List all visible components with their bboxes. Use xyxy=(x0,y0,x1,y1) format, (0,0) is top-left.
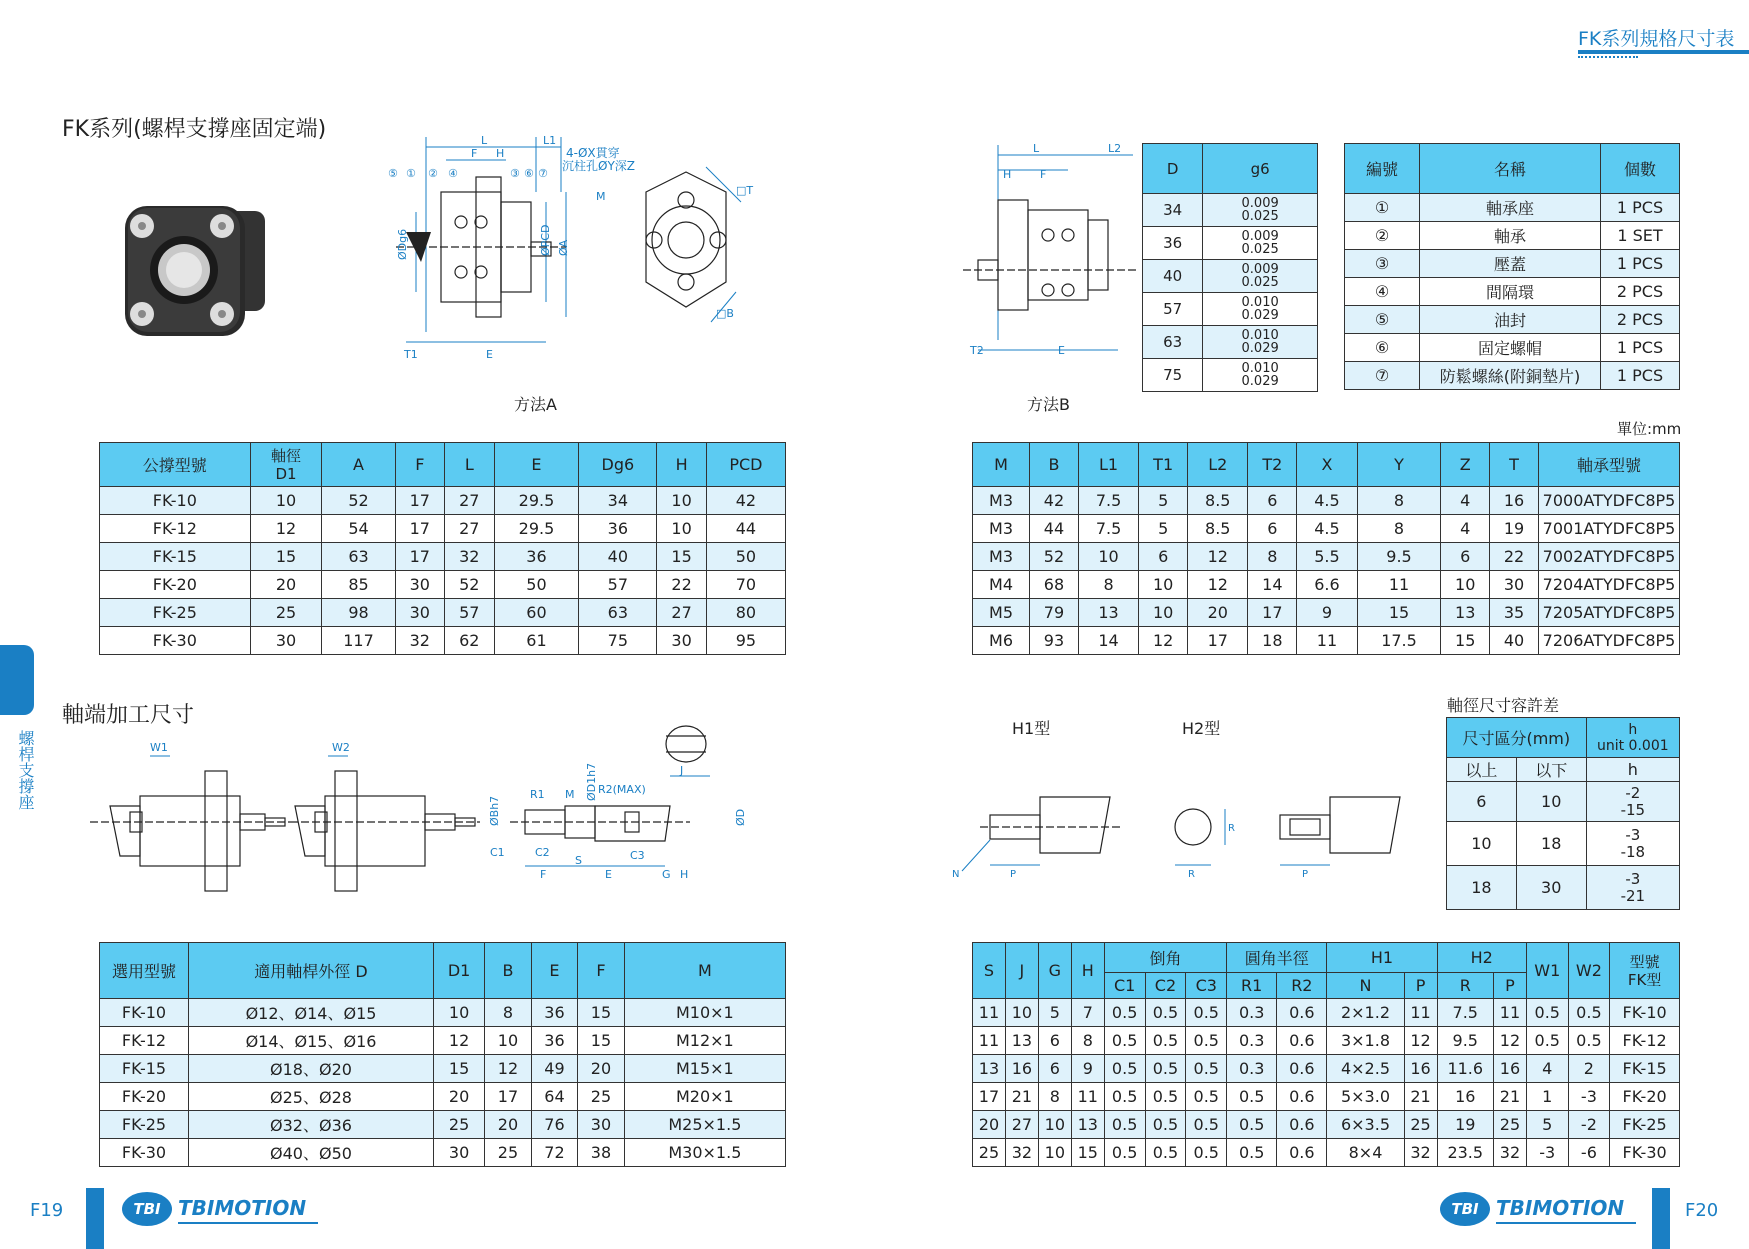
dg6-cell-tol: 0.010 0.029 xyxy=(1203,359,1318,392)
svg-text:ØA: ØA xyxy=(557,239,570,256)
table-row: FK-10 10 52 17 27 29.5 34 10 42 xyxy=(100,487,786,515)
dim-header: T1 xyxy=(1139,443,1188,487)
table-row: FK-12 Ø14、Ø15、Ø16 12 10 36 15 M12×1 xyxy=(100,1027,786,1055)
shaft-header: M xyxy=(624,943,785,999)
side-tab xyxy=(0,645,34,715)
shaft-header: 倒角 xyxy=(1104,943,1226,973)
table-row: M6 93 14 12 17 18 11 17.5 15 40 7206ATYDFC8P5 xyxy=(973,627,1680,655)
dim-header: F xyxy=(395,443,444,487)
dim-header: 公撐型號 xyxy=(100,443,251,487)
svg-text:④: ④ xyxy=(448,167,458,180)
dg6-cell-tol: 0.009 0.025 xyxy=(1203,227,1318,260)
parts-cell: ① xyxy=(1345,194,1420,222)
shaft-subheader: R xyxy=(1437,973,1493,999)
logo-badge-icon: TBI xyxy=(122,1192,172,1226)
dg6-cell-tol: 0.010 0.029 xyxy=(1203,293,1318,326)
dg6-cell-tol: 0.009 0.025 xyxy=(1203,194,1318,227)
svg-text:L: L xyxy=(1033,142,1040,155)
svg-text:ØD: ØD xyxy=(734,808,747,826)
svg-text:F: F xyxy=(1040,168,1047,181)
shaft-header: G xyxy=(1038,943,1071,999)
svg-text:⑦: ⑦ xyxy=(538,167,548,180)
svg-text:H: H xyxy=(1003,168,1012,181)
shaft-header: D1 xyxy=(434,943,485,999)
parts-cell: 1 SET xyxy=(1601,222,1680,250)
table-row: 11 10 5 7 0.5 0.5 0.5 0.3 0.6 2×1.2 11 7.5 11 0.5 0.5 FK-10 xyxy=(973,999,1680,1027)
table-row: FK-30 Ø40、Ø50 30 25 72 38 M30×1.5 xyxy=(100,1139,786,1167)
parts-cell: ③ xyxy=(1345,250,1420,278)
shaft-table-right xyxy=(972,942,1680,1167)
shaft-header: H2 xyxy=(1437,943,1526,973)
tolerance-subheader: h xyxy=(1586,758,1679,782)
parts-cell: ⑦ xyxy=(1345,362,1420,390)
svg-text:R2(MAX): R2(MAX) xyxy=(598,783,646,796)
parts-cell: 1 PCS xyxy=(1601,334,1680,362)
shaft-subheader: C2 xyxy=(1145,973,1186,999)
svg-text:C2: C2 xyxy=(535,846,550,859)
svg-text:F: F xyxy=(471,147,478,160)
shaft-header: B xyxy=(485,943,532,999)
table-row: M3 44 7.5 5 8.5 6 4.5 8 4 19 7001ATYDFC8P5 xyxy=(973,515,1680,543)
dg6-header-g6: g6 xyxy=(1203,144,1318,194)
parts-cell: 1 PCS xyxy=(1601,194,1680,222)
dg6-cell: 40 xyxy=(1143,260,1203,293)
method-a-caption: 方法A xyxy=(514,395,557,414)
parts-cell: 2 PCS xyxy=(1601,306,1680,334)
dim-header: E xyxy=(494,443,579,487)
footer-bar-right xyxy=(1652,1188,1670,1249)
svg-text:③: ③ xyxy=(510,167,520,180)
shaft-header: J xyxy=(1005,943,1038,999)
dim-header: L1 xyxy=(1078,443,1138,487)
dim-header: 軸承型號 xyxy=(1539,443,1680,487)
dg6-cell-tol: 0.009 0.025 xyxy=(1203,260,1318,293)
table-row: 6 10 -2 -15 xyxy=(1447,782,1680,822)
parts-cell: 油封 xyxy=(1420,306,1601,334)
dim-header: Z xyxy=(1441,443,1490,487)
dim-header: PCD xyxy=(706,443,785,487)
svg-text:R: R xyxy=(1228,823,1235,834)
shaft-header: H1 xyxy=(1327,943,1437,973)
parts-cell: ⑥ xyxy=(1345,334,1420,362)
svg-text:E: E xyxy=(1058,344,1065,357)
parts-header: 編號 xyxy=(1345,144,1420,194)
svg-text:R: R xyxy=(1188,869,1195,880)
shaft-header: 適用軸桿外徑 D xyxy=(189,943,434,999)
parts-cell: ④ xyxy=(1345,278,1420,306)
shaft-subheader: N xyxy=(1327,973,1404,999)
table-row: 18 30 -3 -21 xyxy=(1447,866,1680,910)
tolerance-subheader: 以下 xyxy=(1516,758,1586,782)
table-row: 11 13 6 8 0.5 0.5 0.5 0.3 0.6 3×1.8 12 9.5 12 0.5 0.5 FK-12 xyxy=(973,1027,1680,1055)
shaft-header: F xyxy=(578,943,625,999)
dg6-cell: 75 xyxy=(1143,359,1203,392)
table-row: FK-10 Ø12、Ø14、Ø15 10 8 36 15 M10×1 xyxy=(100,999,786,1027)
h-type-diagram xyxy=(950,785,1410,885)
footer-bar-left xyxy=(86,1188,104,1249)
svg-text:□T: □T xyxy=(736,184,754,197)
dim-label-L: L xyxy=(481,134,488,147)
parts-table xyxy=(1344,143,1680,390)
diagram-method-a xyxy=(386,132,806,362)
parts-cell: 軸承座 xyxy=(1420,194,1601,222)
svg-text:W2: W2 xyxy=(332,741,350,754)
svg-text:T2: T2 xyxy=(970,344,984,357)
tolerance-header: 尺寸區分(mm) xyxy=(1447,718,1587,758)
svg-text:N: N xyxy=(952,869,960,880)
table-row: FK-25 Ø32、Ø36 25 20 76 30 M25×1.5 xyxy=(100,1111,786,1139)
logo-text: TBIMOTION xyxy=(1496,1196,1625,1220)
svg-text:L1: L1 xyxy=(543,134,557,147)
shaft-header: E xyxy=(531,943,578,999)
logo-badge-icon: TBI xyxy=(1440,1192,1490,1226)
parts-cell: 1 PCS xyxy=(1601,250,1680,278)
svg-text:ØPCD: ØPCD xyxy=(539,224,552,256)
tolerance-subheader: 以上 xyxy=(1447,758,1517,782)
shaft-header: W2 xyxy=(1568,943,1610,999)
logo-left xyxy=(122,1192,318,1228)
table-row: 25 32 10 15 0.5 0.5 0.5 0.5 0.6 8×4 32 23.5 32 -3 -6 FK-30 xyxy=(973,1139,1680,1167)
table-row: 17 21 8 11 0.5 0.5 0.5 0.5 0.6 5×3.0 21 16 21 1 -3 FK-20 xyxy=(973,1083,1680,1111)
dg6-cell-tol: 0.010 0.029 xyxy=(1203,326,1318,359)
svg-text:P: P xyxy=(1302,869,1309,880)
shaft-subheader: C1 xyxy=(1104,973,1145,999)
shaft-subheader: R1 xyxy=(1227,973,1277,999)
parts-header: 名稱 xyxy=(1420,144,1601,194)
shaft-subheader: C3 xyxy=(1186,973,1227,999)
dg6-table xyxy=(1142,143,1318,392)
side-tab-label: 螺桿支撐座 xyxy=(16,730,35,810)
table-row: 20 27 10 13 0.5 0.5 0.5 0.5 0.6 6×3.5 25 19 25 5 -2 FK-25 xyxy=(973,1111,1680,1139)
dimension-table-left xyxy=(99,442,786,655)
page-number-left: F19 xyxy=(30,1200,64,1221)
product-photo xyxy=(120,196,270,346)
svg-text:C3: C3 xyxy=(630,849,645,862)
dim-header: T xyxy=(1490,443,1539,487)
svg-text:①: ① xyxy=(406,167,416,180)
parts-cell: 2 PCS xyxy=(1601,278,1680,306)
tolerance-table xyxy=(1446,717,1680,910)
svg-text:沉柱孔ØY深Z: 沉柱孔ØY深Z xyxy=(562,159,635,173)
logo-right xyxy=(1440,1192,1636,1228)
dim-header: H xyxy=(657,443,706,487)
h1-type-label: H1型 xyxy=(1012,719,1051,738)
h2-type-label: H2型 xyxy=(1182,719,1221,738)
table-row: FK-30 30 117 32 62 61 75 30 95 xyxy=(100,627,786,655)
parts-cell: 1 PCS xyxy=(1601,362,1680,390)
method-b-caption: 方法B xyxy=(1027,395,1070,414)
dim-header: M xyxy=(973,443,1030,487)
parts-cell: ⑤ xyxy=(1345,306,1420,334)
svg-text:F: F xyxy=(540,868,547,881)
svg-text:P: P xyxy=(1010,869,1017,880)
svg-text:H: H xyxy=(680,868,689,881)
table-row: FK-20 20 85 30 52 50 57 22 70 xyxy=(100,571,786,599)
parts-cell: 壓蓋 xyxy=(1420,250,1601,278)
dim-header: B xyxy=(1030,443,1079,487)
shaft-subheader: P xyxy=(1404,973,1437,999)
dg6-header-d: D xyxy=(1143,144,1203,194)
shaft-subheader: R2 xyxy=(1277,973,1327,999)
dg6-cell: 63 xyxy=(1143,326,1203,359)
table-row: FK-12 12 54 17 27 29.5 36 10 44 xyxy=(100,515,786,543)
table-row: 10 18 -3 -18 xyxy=(1447,822,1680,866)
section-title-shaft-end: 軸端加工尺寸 xyxy=(62,703,195,728)
table-row: FK-20 Ø25、Ø28 20 17 64 25 M20×1 xyxy=(100,1083,786,1111)
parts-cell: 間隔環 xyxy=(1420,278,1601,306)
dimension-table-right xyxy=(972,442,1680,655)
dg6-cell: 34 xyxy=(1143,194,1203,227)
svg-text:E: E xyxy=(486,348,493,361)
table-row: FK-15 Ø18、Ø20 15 12 49 20 M15×1 xyxy=(100,1055,786,1083)
svg-text:ØBh7: ØBh7 xyxy=(488,795,501,826)
table-row: 13 16 6 9 0.5 0.5 0.5 0.3 0.6 4×2.5 16 11.6 16 4 2 FK-15 xyxy=(973,1055,1680,1083)
table-row: M3 42 7.5 5 8.5 6 4.5 8 4 16 7000ATYDFC8P5 xyxy=(973,487,1680,515)
section-title-fk: FK系列(螺桿支撐座固定端) xyxy=(62,117,327,142)
svg-text:E: E xyxy=(605,868,612,881)
table-row: M5 79 13 10 20 17 9 15 13 35 7205ATYDFC8P5 xyxy=(973,599,1680,627)
table-row: FK-15 15 63 17 32 36 40 15 50 xyxy=(100,543,786,571)
svg-text:S: S xyxy=(575,854,582,867)
page-header-title: FK系列規格尺寸表 xyxy=(1578,28,1735,50)
tolerance-title: 軸徑尺寸容許差 xyxy=(1447,696,1560,715)
table-row: M3 52 10 6 12 8 5.5 9.5 6 22 7002ATYDFC8P5 xyxy=(973,543,1680,571)
shaft-subheader: P xyxy=(1494,973,1527,999)
svg-text:⑥: ⑥ xyxy=(524,167,534,180)
svg-text:□B: □B xyxy=(716,307,734,320)
shaft-header: W1 xyxy=(1526,943,1568,999)
shaft-header: H xyxy=(1071,943,1104,999)
diagram-method-b xyxy=(958,140,1138,360)
svg-text:ØDg6: ØDg6 xyxy=(396,228,409,260)
svg-text:ØD1h7: ØD1h7 xyxy=(585,762,598,801)
svg-text:L2: L2 xyxy=(1108,142,1122,155)
dim-header: T2 xyxy=(1248,443,1297,487)
svg-text:4-ØX貫穿: 4-ØX貫穿 xyxy=(566,146,620,160)
dim-header: Dg6 xyxy=(579,443,657,487)
logo-text: TBIMOTION xyxy=(178,1196,307,1220)
parts-cell: 防鬆螺絲(附銅墊片) xyxy=(1420,362,1601,390)
parts-cell: ② xyxy=(1345,222,1420,250)
dim-header: L2 xyxy=(1188,443,1248,487)
dim-header: Y xyxy=(1357,443,1441,487)
dim-header: X xyxy=(1297,443,1357,487)
dim-header: L xyxy=(445,443,494,487)
dg6-cell: 36 xyxy=(1143,227,1203,260)
dim-header-d1: 軸徑 D1 xyxy=(250,443,322,487)
svg-text:⑤: ⑤ xyxy=(388,167,398,180)
shaft-end-diagram xyxy=(90,716,770,892)
tolerance-header-h: h unit 0.001 xyxy=(1586,718,1679,758)
parts-cell: 固定螺帽 xyxy=(1420,334,1601,362)
shaft-header: S xyxy=(973,943,1006,999)
header-rule-dashes xyxy=(1578,56,1638,60)
svg-text:G: G xyxy=(662,868,671,881)
unit-label: 單位:mm xyxy=(1617,420,1682,438)
svg-text:C1: C1 xyxy=(490,846,505,859)
shaft-header: 選用型號 xyxy=(100,943,189,999)
table-row: FK-25 25 98 30 57 60 63 27 80 xyxy=(100,599,786,627)
parts-header: 個數 xyxy=(1601,144,1680,194)
svg-text:M: M xyxy=(596,190,606,203)
table-row: M4 68 8 10 12 14 6.6 11 10 30 7204ATYDFC8P5 xyxy=(973,571,1680,599)
parts-cell: 軸承 xyxy=(1420,222,1601,250)
dim-header: A xyxy=(322,443,395,487)
header-rule xyxy=(1578,50,1749,54)
shaft-header: 圓角半徑 xyxy=(1227,943,1327,973)
page-number-right: F20 xyxy=(1685,1200,1719,1221)
svg-text:H: H xyxy=(496,147,505,160)
svg-text:J: J xyxy=(680,764,684,777)
shaft-header-model: 型號 FK型 xyxy=(1610,943,1680,999)
dg6-cell: 57 xyxy=(1143,293,1203,326)
svg-text:T1: T1 xyxy=(404,348,418,361)
svg-text:W1: W1 xyxy=(150,741,168,754)
svg-text:R1: R1 xyxy=(530,788,545,801)
shaft-table-left xyxy=(99,942,786,1167)
svg-text:M: M xyxy=(565,788,575,801)
svg-text:②: ② xyxy=(428,167,438,180)
